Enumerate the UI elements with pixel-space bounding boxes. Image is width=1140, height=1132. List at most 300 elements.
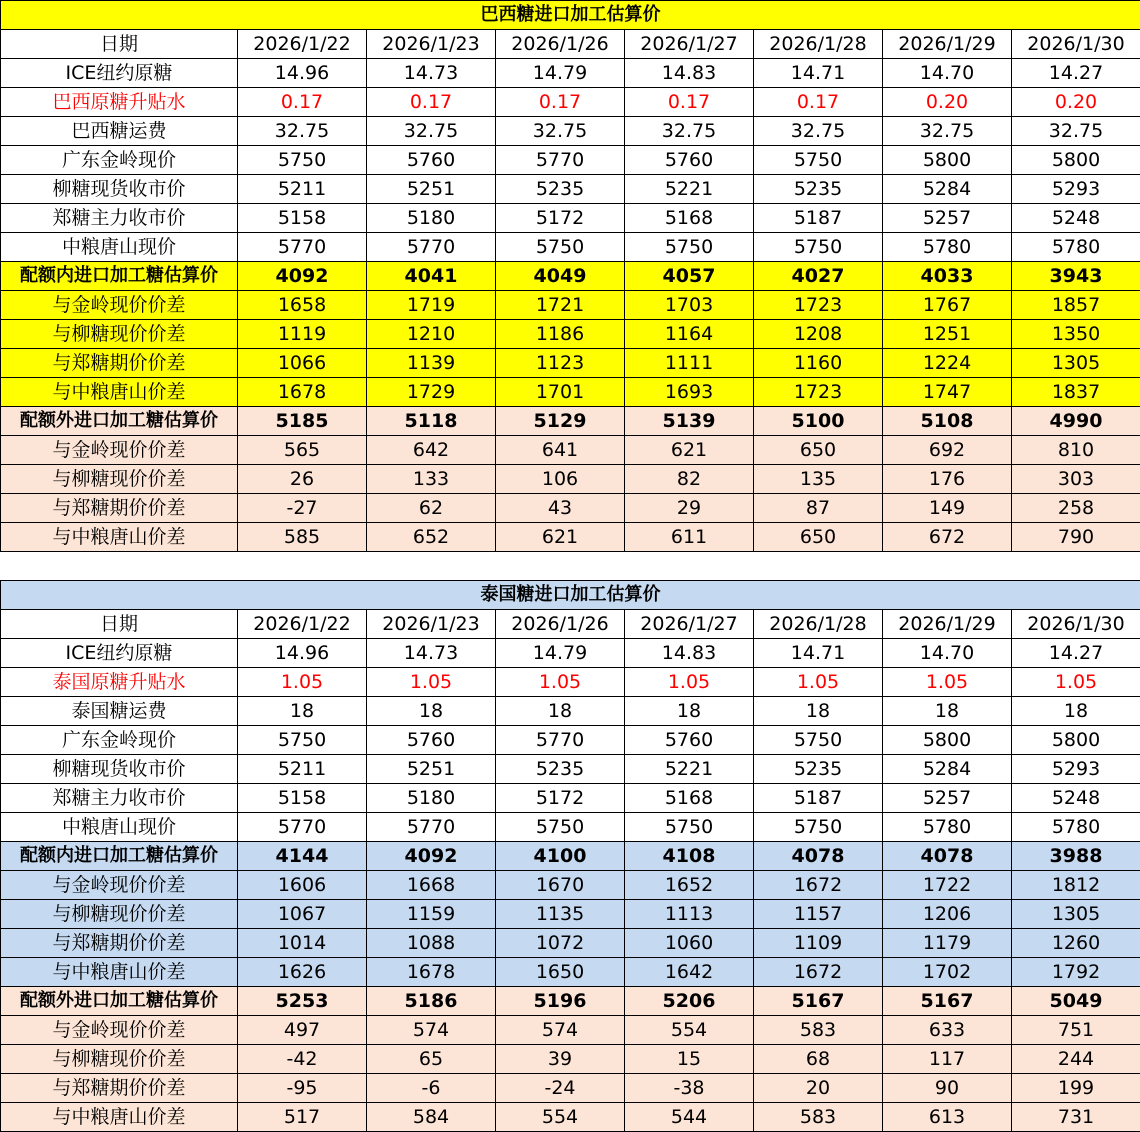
table-cell: 4108 [625,842,754,871]
table-cell: 1186 [496,320,625,349]
table-cell: 244 [1012,1045,1140,1074]
table-cell: 14.96 [238,639,367,668]
row-label: 与金岭现价价差 [1,291,238,320]
table-row [1,59,1140,88]
table-cell: 1.05 [883,668,1012,697]
table-cell: 14.27 [1012,59,1140,88]
table-cell: 1747 [883,378,1012,407]
row-label: 泰国糖运费 [1,697,238,726]
table-cell: 1652 [625,871,754,900]
table-row [1,639,1140,668]
table-cell: 5780 [883,233,1012,262]
table-cell: 1210 [367,320,496,349]
table-cell: 613 [883,1103,1012,1132]
table-cell: 0.17 [367,88,496,117]
date-header-cell: 2026/1/30 [1012,610,1140,639]
row-label: 与郑糖期价价差 [1,494,238,523]
table-cell: 4041 [367,262,496,291]
table-cell: 5108 [883,407,1012,436]
table-cell: 1642 [625,958,754,987]
table-cell: 14.70 [883,59,1012,88]
table-cell: 5257 [883,204,1012,233]
row-label: 泰国原糖升贴水 [1,668,238,697]
date-header-cell: 2026/1/26 [496,30,625,59]
table-row [1,871,1140,900]
table-title-row [1,1,1140,30]
table-cell: 731 [1012,1103,1140,1132]
table-cell: 1060 [625,929,754,958]
table-row [1,929,1140,958]
table-cell: 5760 [367,726,496,755]
date-header-row [1,610,1140,639]
row-label: ICE纽约原糖 [1,59,238,88]
table-cell: 32.75 [238,117,367,146]
table-cell: 1066 [238,349,367,378]
table-cell: 5167 [883,987,1012,1016]
table-cell: 5770 [496,726,625,755]
table-cell: 1767 [883,291,1012,320]
table-cell: 5168 [625,204,754,233]
row-label: 与中粮唐山价差 [1,523,238,552]
table-cell: 5780 [1012,813,1140,842]
table-cell: 43 [496,494,625,523]
table-cell: 1088 [367,929,496,958]
row-label: 配额外进口加工糖估算价 [1,987,238,1016]
table-cell: 5251 [367,755,496,784]
table-cell: 5750 [754,233,883,262]
table-row [1,146,1140,175]
table-row [1,958,1140,987]
table-cell: 5196 [496,987,625,1016]
table-cell: 611 [625,523,754,552]
table-cell: 5760 [625,146,754,175]
table-row [1,523,1140,552]
table-cell: 0.17 [238,88,367,117]
table-cell: 5760 [625,726,754,755]
table-row [1,378,1140,407]
table-cell: 554 [496,1103,625,1132]
table-row [1,233,1140,262]
table-cell: 14.73 [367,59,496,88]
table-cell: 4144 [238,842,367,871]
date-header-cell: 2026/1/27 [625,30,754,59]
table-cell: 14.71 [754,639,883,668]
table-cell: 5750 [496,233,625,262]
table-row [1,755,1140,784]
row-label: 中粮唐山现价 [1,813,238,842]
table-cell: 672 [883,523,1012,552]
table-cell: 18 [496,697,625,726]
date-header-cell: 2026/1/28 [754,30,883,59]
row-label: 广东金岭现价 [1,726,238,755]
table-cell: 1672 [754,958,883,987]
table-cell: 14.71 [754,59,883,88]
table-cell: 32.75 [883,117,1012,146]
table-cell: 1668 [367,871,496,900]
table-cell: 1123 [496,349,625,378]
table-cell: 5750 [496,813,625,842]
table-cell: 5770 [367,813,496,842]
table-cell: 65 [367,1045,496,1074]
table-cell: 3943 [1012,262,1140,291]
table-cell: 642 [367,436,496,465]
table-cell: 32.75 [754,117,883,146]
date-header-cell: 2026/1/30 [1012,30,1140,59]
table-cell: 1135 [496,900,625,929]
table-cell: 5211 [238,175,367,204]
table-cell: 5172 [496,784,625,813]
table-row [1,465,1140,494]
date-header-row [1,30,1140,59]
table-row [1,407,1140,436]
row-label: 与金岭现价价差 [1,436,238,465]
table-row [1,88,1140,117]
table-row [1,1016,1140,1045]
table-cell: 751 [1012,1016,1140,1045]
table-cell: 1658 [238,291,367,320]
table-cell: 0.20 [1012,88,1140,117]
table-cell: 149 [883,494,1012,523]
row-label: 与柳糖现价价差 [1,900,238,929]
table-cell: 68 [754,1045,883,1074]
table-cell: 1072 [496,929,625,958]
date-header-label: 日期 [1,610,238,639]
date-header-cell: 2026/1/23 [367,610,496,639]
table-row [1,900,1140,929]
table-cell: 4100 [496,842,625,871]
table-row [1,262,1140,291]
table-cell: 1164 [625,320,754,349]
table-cell: 14.73 [367,639,496,668]
table-cell: 5235 [754,755,883,784]
table-cell: 1251 [883,320,1012,349]
table-cell: 574 [367,1016,496,1045]
table-cell: 5221 [625,755,754,784]
table-cell: 5187 [754,784,883,813]
date-header-cell: 2026/1/22 [238,610,367,639]
row-label: 柳糖现货收市价 [1,755,238,784]
table-cell: 1837 [1012,378,1140,407]
row-label: 中粮唐山现价 [1,233,238,262]
table-cell: 790 [1012,523,1140,552]
table-cell: 5750 [754,813,883,842]
table-cell: 5750 [754,146,883,175]
table-cell: 5770 [367,233,496,262]
table-cell: 4078 [754,842,883,871]
table-cell: 1157 [754,900,883,929]
table-cell: 584 [367,1103,496,1132]
table-cell: 5770 [238,233,367,262]
table-cell: 5118 [367,407,496,436]
table-cell: 5235 [496,175,625,204]
table-cell: 5770 [496,146,625,175]
table-cell: 1672 [754,871,883,900]
table-cell: 633 [883,1016,1012,1045]
table-row [1,175,1140,204]
table-cell: 5800 [1012,726,1140,755]
table-row [1,987,1140,1016]
table-row [1,117,1140,146]
table-cell: 1119 [238,320,367,349]
table-cell: 1208 [754,320,883,349]
row-label: 与郑糖期价价差 [1,929,238,958]
table-cell: 554 [625,1016,754,1045]
table-cell: 5158 [238,204,367,233]
table-row [1,1103,1140,1132]
table-cell: 26 [238,465,367,494]
table-cell: 135 [754,465,883,494]
row-label: 巴西原糖升贴水 [1,88,238,117]
table-cell: 5235 [496,755,625,784]
row-label: 郑糖主力收市价 [1,204,238,233]
table-cell: 18 [367,697,496,726]
table-cell: 5129 [496,407,625,436]
table-cell: 5139 [625,407,754,436]
table-cell: 1650 [496,958,625,987]
table-cell: 1702 [883,958,1012,987]
date-header-cell: 2026/1/29 [883,610,1012,639]
row-label: ICE纽约原糖 [1,639,238,668]
table-cell: 5750 [625,813,754,842]
date-header-cell: 2026/1/22 [238,30,367,59]
table-cell: 303 [1012,465,1140,494]
row-label: 与柳糖现价价差 [1,465,238,494]
table-cell: 62 [367,494,496,523]
table-cell: 117 [883,1045,1012,1074]
table-cell: 5167 [754,987,883,1016]
table-cell: 5293 [1012,755,1140,784]
table-cell: 1305 [1012,900,1140,929]
table-cell: 1014 [238,929,367,958]
table-cell: 4027 [754,262,883,291]
table-row [1,1074,1140,1103]
table-cell: 4033 [883,262,1012,291]
table-cell: 5750 [754,726,883,755]
table-cell: 14.79 [496,639,625,668]
row-label: 与中粮唐山价差 [1,378,238,407]
table-cell: 5770 [238,813,367,842]
table-row [1,436,1140,465]
table-cell: -38 [625,1074,754,1103]
table-cell: 14.83 [625,639,754,668]
table-cell: 810 [1012,436,1140,465]
table-cell: 1812 [1012,871,1140,900]
table-cell: 583 [754,1016,883,1045]
table-cell: 1606 [238,871,367,900]
table-cell: 565 [238,436,367,465]
table-cell: 5800 [883,726,1012,755]
table-cell: 5284 [883,755,1012,784]
table-cell: 1719 [367,291,496,320]
table-row [1,784,1140,813]
table-cell: 87 [754,494,883,523]
table-cell: 14.27 [1012,639,1140,668]
table-cell: 5253 [238,987,367,1016]
row-label: 与郑糖期价价差 [1,349,238,378]
date-header-cell: 2026/1/26 [496,610,625,639]
table-cell: 1693 [625,378,754,407]
table-cell: 585 [238,523,367,552]
table-cell: 5158 [238,784,367,813]
table-cell: 5760 [367,146,496,175]
table-cell: 5248 [1012,204,1140,233]
table-cell: 1.05 [625,668,754,697]
table-row [1,349,1140,378]
table-cell: 1792 [1012,958,1140,987]
table-cell: 1350 [1012,320,1140,349]
table-title: 泰国糖进口加工估算价 [1,581,1140,610]
table-cell: 5211 [238,755,367,784]
table-row [1,726,1140,755]
table-cell: 4092 [238,262,367,291]
table-cell: 14.79 [496,59,625,88]
table-cell: 650 [754,436,883,465]
table-cell: 652 [367,523,496,552]
table-cell: 18 [625,697,754,726]
table-cell: 5248 [1012,784,1140,813]
table-cell: 18 [1012,697,1140,726]
table-cell: 497 [238,1016,367,1045]
table-cell: 18 [238,697,367,726]
brazil-sugar-table [0,0,1140,552]
date-header-cell: 2026/1/27 [625,610,754,639]
table-cell: 32.75 [496,117,625,146]
table-cell: 650 [754,523,883,552]
table-cell: 1701 [496,378,625,407]
table-cell: 5284 [883,175,1012,204]
row-label: 配额内进口加工糖估算价 [1,262,238,291]
row-label: 与柳糖现价价差 [1,1045,238,1074]
table-cell: 176 [883,465,1012,494]
row-label: 与柳糖现价价差 [1,320,238,349]
table-cell: 1.05 [754,668,883,697]
table-cell: 1.05 [1012,668,1140,697]
table-cell: 5185 [238,407,367,436]
table-cell: 5780 [883,813,1012,842]
table-cell: 1723 [754,378,883,407]
table-cell: -42 [238,1045,367,1074]
table-cell: 1160 [754,349,883,378]
table-cell: 4990 [1012,407,1140,436]
table-cell: 5257 [883,784,1012,813]
table-cell: 1305 [1012,349,1140,378]
row-label: 巴西糖运费 [1,117,238,146]
table-cell: 0.17 [496,88,625,117]
table-cell: 1626 [238,958,367,987]
table-cell: 0.17 [625,88,754,117]
table-cell: 5180 [367,204,496,233]
table-cell: 5172 [496,204,625,233]
table-cell: 1113 [625,900,754,929]
table-cell: 1260 [1012,929,1140,958]
table-cell: 692 [883,436,1012,465]
table-row [1,842,1140,871]
row-label: 广东金岭现价 [1,146,238,175]
table-row [1,1045,1140,1074]
table-cell: 5750 [238,726,367,755]
date-header-label: 日期 [1,30,238,59]
table-row [1,697,1140,726]
table-cell: 199 [1012,1074,1140,1103]
table-cell: 583 [754,1103,883,1132]
table-cell: 517 [238,1103,367,1132]
table-cell: 544 [625,1103,754,1132]
row-label: 与金岭现价价差 [1,871,238,900]
table-row [1,813,1140,842]
table-cell: 1729 [367,378,496,407]
table-cell: 133 [367,465,496,494]
table-cell: 641 [496,436,625,465]
table-cell: 1.05 [496,668,625,697]
table-cell: 1670 [496,871,625,900]
table-cell: 1109 [754,929,883,958]
table-cell: 5800 [883,146,1012,175]
table-cell: 5168 [625,784,754,813]
table-cell: 1139 [367,349,496,378]
table-cell: 621 [496,523,625,552]
table-cell: -6 [367,1074,496,1103]
table-cell: 32.75 [625,117,754,146]
row-label: 配额内进口加工糖估算价 [1,842,238,871]
table-cell: 5186 [367,987,496,1016]
table-cell: 20 [754,1074,883,1103]
table-cell: 5780 [1012,233,1140,262]
table-cell: 15 [625,1045,754,1074]
table-cell: 5187 [754,204,883,233]
table-cell: 32.75 [367,117,496,146]
table-cell: -27 [238,494,367,523]
table-row [1,320,1140,349]
table-cell: 4049 [496,262,625,291]
table-cell: 1857 [1012,291,1140,320]
table-cell: 4092 [367,842,496,871]
table-cell: 5251 [367,175,496,204]
table-row [1,668,1140,697]
table-cell: 5100 [754,407,883,436]
table-row [1,291,1140,320]
table-cell: 621 [625,436,754,465]
table-cell: 32.75 [1012,117,1140,146]
row-label: 配额外进口加工糖估算价 [1,407,238,436]
table-cell: 1721 [496,291,625,320]
table-cell: 5750 [238,146,367,175]
table-cell: 258 [1012,494,1140,523]
table-cell: 14.83 [625,59,754,88]
table-row [1,204,1140,233]
table-cell: 0.17 [754,88,883,117]
table-cell: 82 [625,465,754,494]
row-label: 与郑糖期价价差 [1,1074,238,1103]
table-cell: 1.05 [367,668,496,697]
row-label: 与中粮唐山价差 [1,1103,238,1132]
table-cell: 5049 [1012,987,1140,1016]
row-label: 与中粮唐山价差 [1,958,238,987]
table-cell: 5206 [625,987,754,1016]
table-cell: 5750 [625,233,754,262]
table-cell: 574 [496,1016,625,1045]
table-cell: 1159 [367,900,496,929]
table-cell: 39 [496,1045,625,1074]
table-cell: 0.20 [883,88,1012,117]
table-cell: 18 [754,697,883,726]
table-title-row [1,581,1140,610]
table-cell: 29 [625,494,754,523]
table-cell: 1678 [238,378,367,407]
table-cell: 1067 [238,900,367,929]
table-cell: -24 [496,1074,625,1103]
thailand-sugar-table [0,580,1140,1132]
table-cell: 106 [496,465,625,494]
